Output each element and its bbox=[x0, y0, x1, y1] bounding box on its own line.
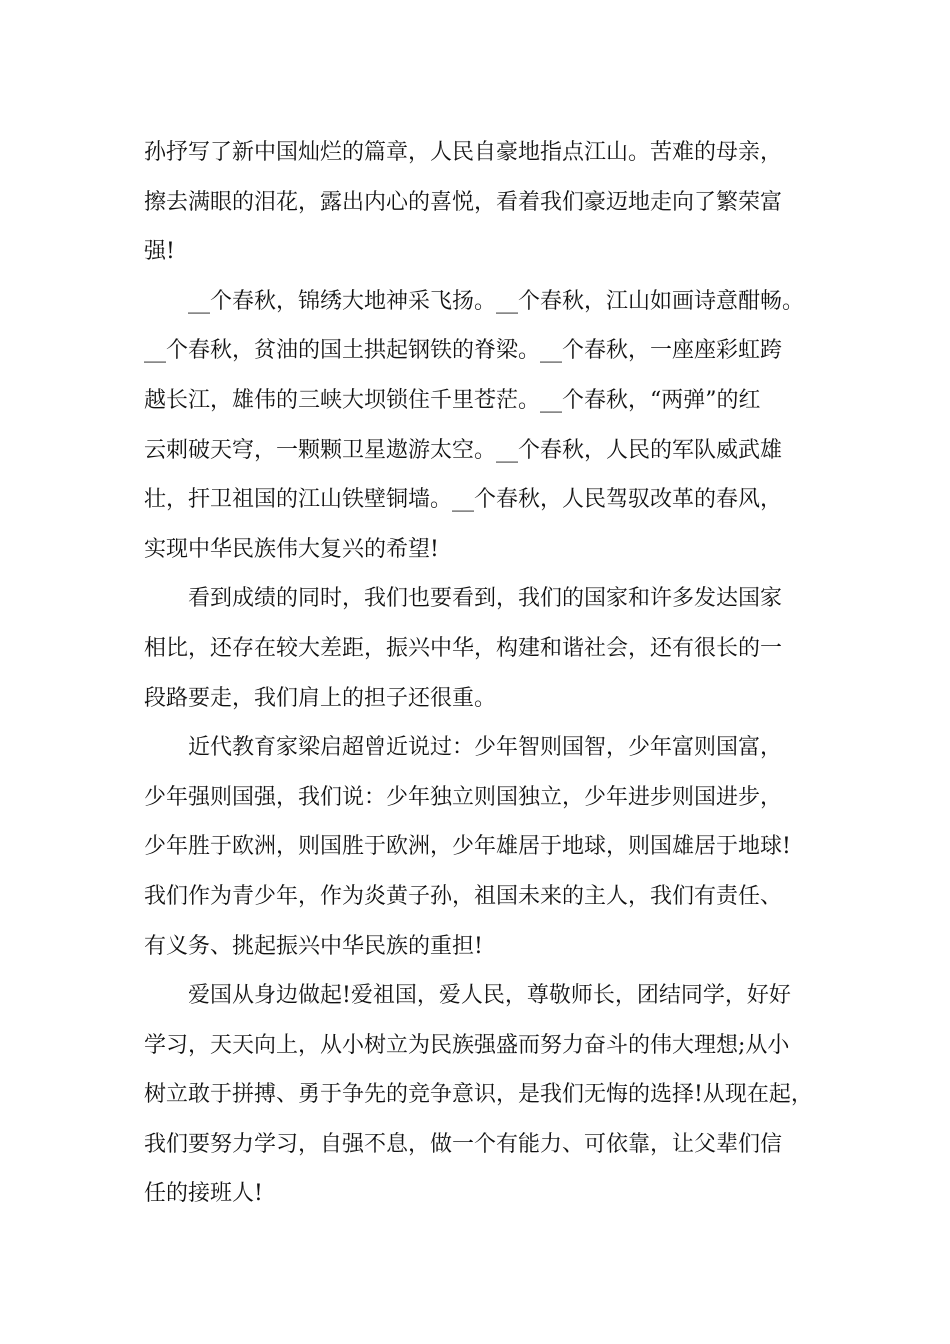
paragraph-2 bbox=[144, 277, 834, 575]
paragraph-4 bbox=[144, 723, 834, 971]
text-line: 少年胜于欧洲，则国胜于欧洲，少年雄居于地球，则国雄居于地球! bbox=[144, 834, 791, 860]
text-line: 云刺破天穹，一颗颗卫星遨游太空。__个春秋，人民的军队威武雄 bbox=[144, 437, 783, 463]
text-line: 看到成绩的同时，我们也要看到，我们的国家和许多发达国家 bbox=[188, 586, 783, 612]
text-line: 壮，扞卫祖国的江山铁壁铜墙。__个春秋，人民驾驭改革的春风， bbox=[144, 487, 783, 513]
text-line: 实现中华民族伟大复兴的希望! bbox=[144, 536, 439, 562]
paragraph-5 bbox=[144, 971, 834, 1219]
text-line: 树立敢于拼搏、勇于争先的竞争意识，是我们无悔的选择!从现在起， bbox=[144, 1082, 813, 1108]
text-line: 强! bbox=[144, 239, 175, 265]
text-line: 我们作为青少年，作为炎黄子孙，祖国未来的主人，我们有责任、 bbox=[144, 883, 783, 909]
text-line: 近代教育家梁启超曾近说过：少年智则国智，少年富则国富， bbox=[188, 735, 783, 761]
paragraph-3 bbox=[144, 574, 834, 723]
text-line: 有义务、挑起振兴中华民族的重担! bbox=[144, 933, 483, 959]
text-line: 少年强则国强，我们说：少年独立则国独立，少年进步则国进步， bbox=[144, 784, 783, 810]
text-line: 爱国从身边做起!爱祖国，爱人民，尊敬师长，团结同学，好好 bbox=[188, 983, 791, 1009]
text-line: 任的接班人! bbox=[144, 1181, 263, 1207]
text-line: 相比，还存在较大差距，振兴中华，构建和谐社会，还有很长的一 bbox=[144, 635, 783, 661]
paragraph-1 bbox=[144, 128, 834, 277]
text-line: __个春秋，锦绣大地神采飞扬。__个春秋，江山如画诗意酣畅。 bbox=[188, 288, 805, 314]
text-line: 孙抒写了新中国灿烂的篇章，人民自豪地指点江山。苦难的母亲， bbox=[144, 140, 783, 165]
text-line: __个春秋，贫油的国土拱起钢铁的脊梁。__个春秋，一座座彩虹跨 bbox=[144, 338, 783, 364]
text-line: 段路要走，我们肩上的担子还很重。 bbox=[144, 685, 497, 711]
text-line: 擦去满眼的泪花，露出内心的喜悦，看着我们豪迈地走向了繁荣富 bbox=[144, 189, 783, 215]
document-body bbox=[144, 128, 834, 1219]
text-line: 我们要努力学习，自强不息，做一个有能力、可依靠，让父辈们信 bbox=[144, 1131, 783, 1157]
text-line: 学习，天天向上，从小树立为民族强盛而努力奋斗的伟大理想;从小 bbox=[144, 1032, 790, 1058]
text-line: 越长江，雄伟的三峡大坝锁住千里苍茫。__个春秋，“两弹”的红 bbox=[144, 387, 761, 413]
